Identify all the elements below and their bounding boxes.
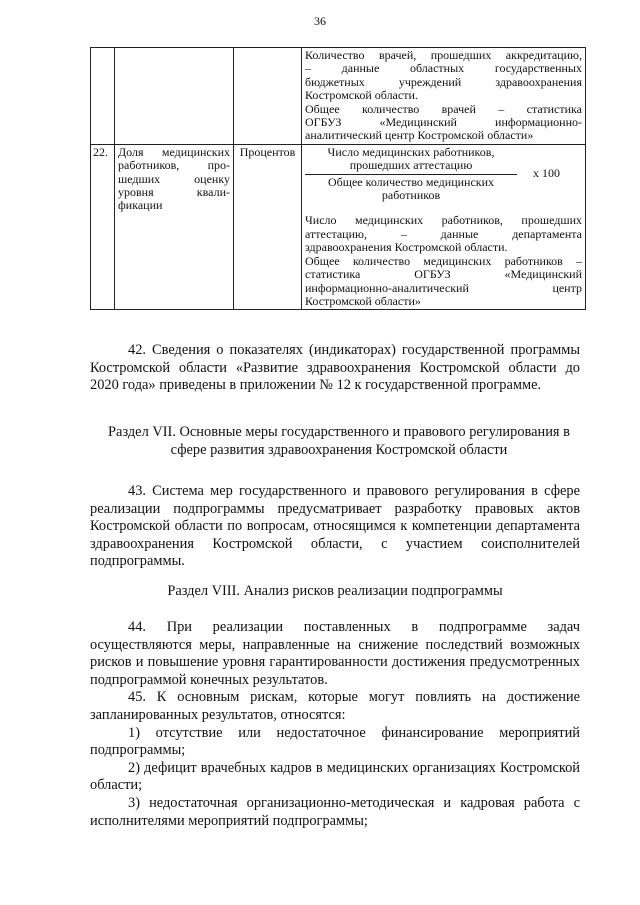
source-cell bbox=[302, 48, 586, 145]
source-line: Костромской области» bbox=[305, 293, 421, 308]
source-line: здравоохранения Костромской области. bbox=[305, 240, 508, 255]
body-text-block-2 bbox=[90, 483, 580, 571]
name-line: уровня квали- bbox=[118, 185, 230, 200]
paragraph-42: 42. Сведения о показателях (индикаторах) государственной программы Костромской области «Развитие здравоохранения Костромской области до 2020 года» приведены в приложении № 12 к государственной программе. bbox=[90, 342, 580, 394]
name-line: Доля медицинских bbox=[118, 144, 230, 159]
fraction-numerator: Число медицинских работников, прошедших аттестацию bbox=[305, 146, 517, 175]
calculation-cell bbox=[302, 144, 586, 309]
paragraph-43: 43. Система мер государственного и правового регулирования в сфере реализации подпрограммы предусматривает разработку правовых актов Костромской области по вопросам, относящимся к компетенции департамента здравоохранения Костромской области, с участием соисполнителей подпрограммы. bbox=[90, 483, 580, 570]
page-number: 36 bbox=[314, 14, 326, 28]
name-line: работников, про- bbox=[118, 158, 230, 173]
row-number-cell bbox=[91, 48, 115, 145]
section-7-heading: Раздел VII. Основные меры государственного и правового регулирования в сфере развития здравоохранения Костромской области bbox=[108, 424, 570, 458]
unit-cell bbox=[234, 48, 302, 145]
multiplier: x 100 bbox=[533, 166, 560, 181]
source-line: информационно-аналитический центр bbox=[305, 280, 582, 295]
risk-item-2: 2) дефицит врачебных кадров в медицинских организациях Костромской области; bbox=[90, 759, 580, 794]
source-line: аналитический центр Костромской области» bbox=[305, 128, 534, 143]
name-line: шедших оценку bbox=[118, 171, 230, 186]
paragraph-44: 44. При реализации поставленных в подпрограмме задач осуществляются меры, направленные на снижение последствий возможных рисков и повышение уровня гарантированности достижения предусмотренных подпрограммой конечных результатов. bbox=[90, 619, 580, 688]
source-line: Число медицинских работников, прошедших bbox=[305, 213, 582, 228]
indicator-name-cell bbox=[115, 144, 234, 309]
source-line: – данные областных государственных bbox=[305, 61, 582, 76]
source-line: Количество врачей, прошедших аккредитацию, bbox=[305, 48, 582, 62]
source-line: Общее количество медицинских работников – bbox=[305, 253, 582, 268]
table-row bbox=[91, 144, 586, 309]
formula bbox=[305, 146, 582, 203]
source-line: Общее количество врачей – статистика bbox=[305, 101, 582, 116]
source-line: статистика ОГБУЗ «Медицинский bbox=[305, 267, 582, 282]
section-8-block bbox=[90, 583, 580, 601]
paragraph-45: 45. К основным рискам, которые могут повлиять на достижение запланированных результатов, относятся: bbox=[90, 689, 580, 723]
source-line: бюджетных учреждений здравоохранения bbox=[305, 74, 582, 89]
fraction-denominator: Общее количество медицинских работников bbox=[327, 174, 495, 203]
indicator-name-cell bbox=[115, 48, 234, 145]
section-7-block bbox=[96, 424, 582, 459]
fraction bbox=[305, 146, 517, 203]
name-line: фикации bbox=[118, 198, 163, 213]
body-text-block-3 bbox=[90, 619, 580, 830]
risk-item-3: 3) недостаточная организационно-методическая и кадровая работа с исполнителями мероприятий подпрограммы; bbox=[90, 794, 580, 829]
section-8-heading: Раздел VIII. Анализ рисков реализации подпрограммы bbox=[167, 583, 503, 599]
row-number-cell: 22. bbox=[91, 144, 115, 309]
source-line: аттестацию, – данные департамента bbox=[305, 226, 582, 241]
risk-item-1: 1) отсутствие или недостаточное финансирование мероприятий подпрограммы; bbox=[90, 724, 580, 759]
table-row bbox=[91, 48, 586, 145]
source-line: ОГБУЗ «Медицинский информационно- bbox=[305, 115, 582, 130]
source-line: Костромской области. bbox=[305, 88, 418, 103]
unit-cell: Процентов bbox=[234, 144, 302, 309]
body-text-block-1 bbox=[90, 342, 580, 395]
indicators-table bbox=[90, 47, 586, 310]
